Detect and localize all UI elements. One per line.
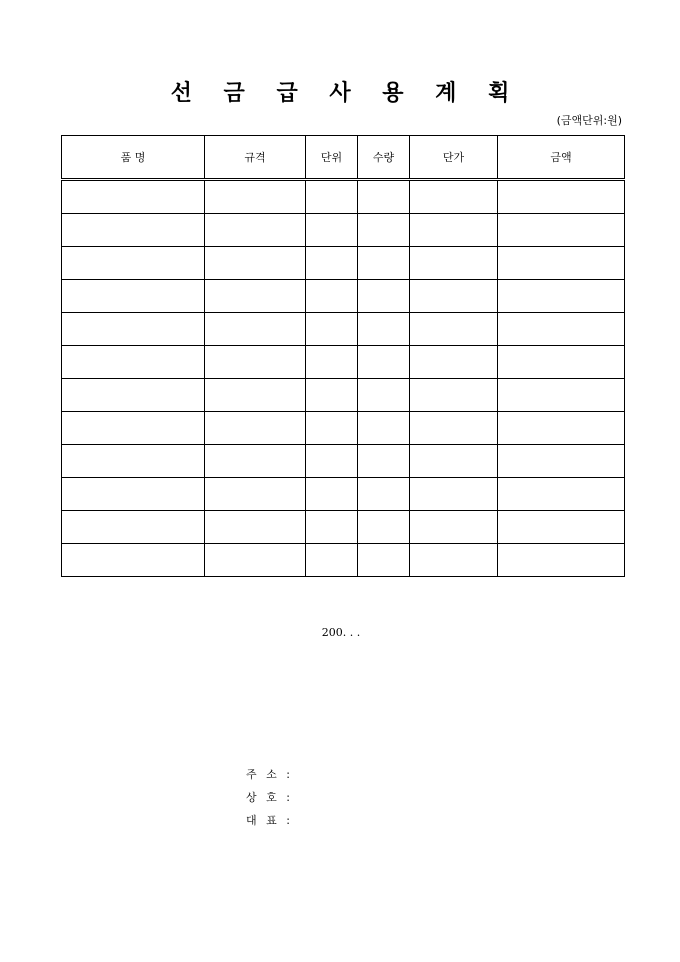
unit-price-cell[interactable]: [410, 478, 498, 511]
unit-cell[interactable]: [306, 280, 358, 313]
table-header-row: [62, 136, 625, 180]
table-row: [62, 412, 625, 445]
unit-price-cell[interactable]: [410, 346, 498, 379]
header-unit-price: 단가: [410, 136, 498, 180]
unit-cell[interactable]: [306, 313, 358, 346]
unit-cell[interactable]: [306, 247, 358, 280]
spec-cell[interactable]: [205, 280, 306, 313]
unit-cell[interactable]: [306, 180, 358, 214]
unit-cell[interactable]: [306, 478, 358, 511]
spec-cell[interactable]: [205, 313, 306, 346]
amount-cell[interactable]: [498, 511, 625, 544]
spec-cell[interactable]: [205, 214, 306, 247]
table-row: [62, 280, 625, 313]
date-line: 200. . .: [321, 626, 361, 639]
amount-unit-note: (금액단위:원): [556, 114, 622, 127]
item-name-cell[interactable]: [62, 280, 205, 313]
unit-price-cell[interactable]: [410, 445, 498, 478]
amount-cell[interactable]: [498, 346, 625, 379]
header-item-name: 품 명: [62, 136, 205, 180]
table-row: [62, 544, 625, 577]
amount-cell[interactable]: [498, 214, 625, 247]
header-amount: 금액: [498, 136, 625, 180]
document-title: 선 금 급 사 용 계 획: [170, 80, 522, 106]
table-row: [62, 379, 625, 412]
quantity-cell[interactable]: [358, 214, 410, 247]
amount-cell[interactable]: [498, 247, 625, 280]
unit-cell[interactable]: [306, 445, 358, 478]
table-row: [62, 214, 625, 247]
table-row: [62, 180, 625, 214]
table-row: [62, 313, 625, 346]
item-name-cell[interactable]: [62, 412, 205, 445]
amount-cell[interactable]: [498, 544, 625, 577]
unit-price-cell[interactable]: [410, 313, 498, 346]
item-name-cell[interactable]: [62, 379, 205, 412]
unit-cell[interactable]: [306, 379, 358, 412]
amount-cell[interactable]: [498, 379, 625, 412]
item-name-cell[interactable]: [62, 180, 205, 214]
amount-cell[interactable]: [498, 313, 625, 346]
amount-cell[interactable]: [498, 280, 625, 313]
item-name-cell[interactable]: [62, 544, 205, 577]
spec-cell[interactable]: [205, 412, 306, 445]
amount-cell[interactable]: [498, 478, 625, 511]
quantity-cell[interactable]: [358, 280, 410, 313]
table-row: [62, 346, 625, 379]
representative-label: 대 표 :: [246, 814, 293, 827]
table-row: [62, 511, 625, 544]
amount-cell[interactable]: [498, 445, 625, 478]
quantity-cell[interactable]: [358, 180, 410, 214]
item-name-cell[interactable]: [62, 445, 205, 478]
quantity-cell[interactable]: [358, 511, 410, 544]
quantity-cell[interactable]: [358, 313, 410, 346]
amount-cell[interactable]: [498, 180, 625, 214]
item-name-cell[interactable]: [62, 247, 205, 280]
header-quantity: 수량: [358, 136, 410, 180]
table-body: [62, 180, 625, 577]
table-row: [62, 478, 625, 511]
unit-price-cell[interactable]: [410, 379, 498, 412]
unit-cell[interactable]: [306, 511, 358, 544]
spec-cell[interactable]: [205, 478, 306, 511]
unit-cell[interactable]: [306, 544, 358, 577]
quantity-cell[interactable]: [358, 247, 410, 280]
unit-price-cell[interactable]: [410, 544, 498, 577]
spec-cell[interactable]: [205, 511, 306, 544]
unit-price-cell[interactable]: [410, 247, 498, 280]
unit-cell[interactable]: [306, 412, 358, 445]
unit-cell[interactable]: [306, 214, 358, 247]
table-row: [62, 247, 625, 280]
quantity-cell[interactable]: [358, 445, 410, 478]
item-name-cell[interactable]: [62, 214, 205, 247]
unit-price-cell[interactable]: [410, 214, 498, 247]
spec-cell[interactable]: [205, 544, 306, 577]
header-unit: 단위: [306, 136, 358, 180]
quantity-cell[interactable]: [358, 478, 410, 511]
table-row: [62, 445, 625, 478]
unit-price-cell[interactable]: [410, 280, 498, 313]
quantity-cell[interactable]: [358, 346, 410, 379]
spec-cell[interactable]: [205, 180, 306, 214]
unit-price-cell[interactable]: [410, 180, 498, 214]
quantity-cell[interactable]: [358, 412, 410, 445]
spec-cell[interactable]: [205, 346, 306, 379]
quantity-cell[interactable]: [358, 544, 410, 577]
spec-cell[interactable]: [205, 247, 306, 280]
item-name-cell[interactable]: [62, 313, 205, 346]
quantity-cell[interactable]: [358, 379, 410, 412]
item-name-cell[interactable]: [62, 511, 205, 544]
header-spec: 규격: [205, 136, 306, 180]
spec-cell[interactable]: [205, 379, 306, 412]
item-name-cell[interactable]: [62, 346, 205, 379]
item-name-cell[interactable]: [62, 478, 205, 511]
address-label: 주 소 :: [246, 768, 293, 781]
spec-cell[interactable]: [205, 445, 306, 478]
unit-cell[interactable]: [306, 346, 358, 379]
company-name-label: 상 호 :: [246, 791, 293, 804]
amount-cell[interactable]: [498, 412, 625, 445]
unit-price-cell[interactable]: [410, 412, 498, 445]
unit-price-cell[interactable]: [410, 511, 498, 544]
usage-plan-table: [61, 135, 625, 577]
